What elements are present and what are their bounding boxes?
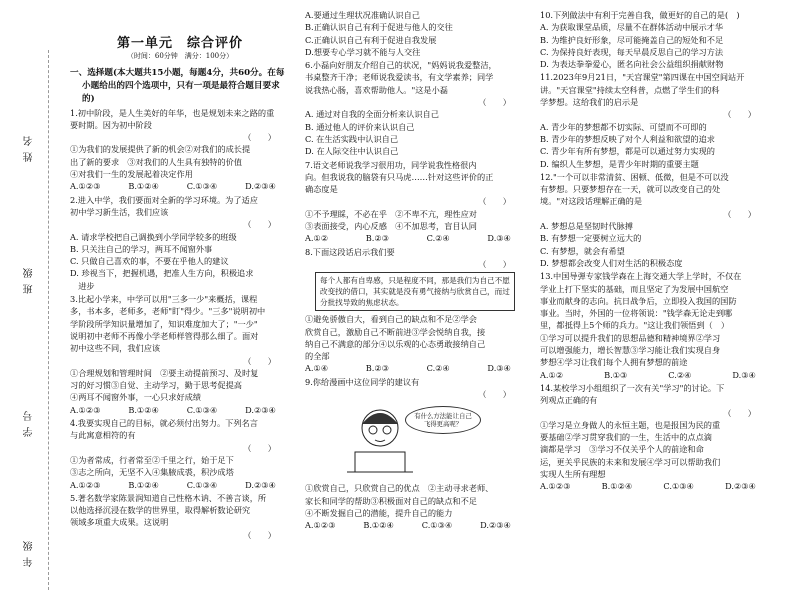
question-line: ①学习可以提升我们的思想品德和精神境界②学习 <box>540 332 721 343</box>
question-line: 可以增强能力，增长智慧③学习能让我们实现自身 <box>540 345 721 356</box>
question-line: A. 请求学校把自己调换到小学同学较多的班级 <box>70 231 237 242</box>
answer-blank: （ ） <box>478 258 511 269</box>
option: B.①②④ <box>128 404 159 415</box>
question-line: A. 为获取课堂品质，尽量不在群体活动中展示才华 <box>540 22 724 33</box>
question-line: 的全部 <box>305 351 330 362</box>
question-line: 纳自己不满意的部分④以乐观的心态勇敢接纳自己 <box>305 338 486 349</box>
side-line <box>48 50 49 590</box>
options-row <box>305 519 525 531</box>
question-line: B. 青少年的梦想反映了对个人利益和欲望的追求 <box>540 133 715 144</box>
question-line: 出了新的要求 ③对我们的人生具有独特的价值 <box>70 156 242 167</box>
question-line: A. 梦想总是坚韧时代脉搏 <box>540 221 633 232</box>
options-row <box>540 369 770 381</box>
question-line: 事业而献身的志向。抗日战争后，立即投入我国的国防 <box>540 295 737 306</box>
question-line: 13.中国导弹专家钱学森在上海交通大学上学时，不仅在 <box>540 271 742 282</box>
question-line: 列观点正确的有 <box>540 395 598 406</box>
answer-blank: （ ） <box>243 355 276 366</box>
question-line: D. 珍视当下，把握机遇，把准人生方向，积极追求 <box>70 268 254 279</box>
grade-label: 年级 <box>24 535 35 567</box>
answer-blank: （ ） <box>243 219 276 230</box>
option: A.①②③ <box>305 520 336 531</box>
question-line: 习的好习惯③自觉、主动学习，勤于思考促提高 <box>70 380 242 391</box>
question-line: 多，书本多，老师多，老师"盯"得少。"三多"说明初中 <box>70 306 266 317</box>
student-id-label: 学号 <box>24 405 35 437</box>
class-label: 班级 <box>24 262 35 294</box>
section-heading: 一、选择题(本大题共15小题，每题4分，共60分。在每小题给出的四个选项中，只有一项是最符合题目要求的) <box>70 67 285 104</box>
question-line: 境。"对这段话理解正确的是 <box>540 196 643 207</box>
question <box>540 382 770 493</box>
question-line: ①避免骄傲自大，看到自己的缺点和不足②学会 <box>305 314 477 325</box>
option: D.③④ <box>487 233 511 244</box>
question <box>540 171 770 269</box>
question-line: 1.初中阶段，是人生美好的年华，也是规划未来之路的重 <box>70 107 275 118</box>
question-line: 领域多项重大成果。这说明 <box>70 517 169 528</box>
option: C.①③④ <box>186 181 218 192</box>
question <box>305 376 525 532</box>
answer-blank: （ ） <box>723 109 756 120</box>
question <box>70 293 290 416</box>
option: D.②③④ <box>245 479 276 490</box>
question <box>305 159 525 245</box>
question-line: C. 只做自己喜欢的事，不要在乎他人的建议 <box>70 256 229 267</box>
option: B.①②④ <box>363 520 394 531</box>
question-line: 书桌整齐干净；老师说我爱读书，有文学素养；同学 <box>305 72 494 83</box>
question-line: 7.语文老师说我学习很用功，同学说我性格很内 <box>305 159 477 170</box>
option: A.①② <box>540 369 564 380</box>
question-line: 以他选择沉浸在数学的世界里，取得解析数论研究 <box>70 505 251 516</box>
question-line: 8.下面这段话启示我们要 <box>305 246 395 257</box>
question-line: 滴都是学习 ③学习不仅关乎个人的前途和命 <box>540 444 704 455</box>
option: C.①③④ <box>186 479 218 490</box>
answer-blank: （ ） <box>478 97 511 108</box>
option: A.①②③ <box>70 404 101 415</box>
option: C.②④ <box>426 233 450 244</box>
option: D.②③④ <box>245 181 276 192</box>
options-row <box>540 480 770 492</box>
question-line: C. 为保持良好表现，每天早晨反思自己的学习方法 <box>540 46 724 57</box>
question-line: 要基础②学习贯穿我们的一生，生活中的点点滴 <box>540 432 712 443</box>
question-line: ④不断发掘自己的潜能，提升自己的能力 <box>305 507 453 518</box>
options-row <box>305 362 525 374</box>
question <box>540 71 770 169</box>
question-line: ①合理规划和管理时间 ②要主动提前预习、及时复 <box>70 367 259 378</box>
question-line: ④对我们一生的发展起着决定作用 <box>70 169 193 180</box>
option: A.①② <box>305 233 329 244</box>
question-line: 4.我要实现自己的目标，就必须付出努力。下列名言 <box>70 418 258 429</box>
column-1 <box>70 8 290 541</box>
question-line: 梦想④学习让我们每个人拥有梦想的前途 <box>540 357 688 368</box>
question-line: 与此寓意相符的有 <box>70 430 136 441</box>
question-line: ①为者常成，行者常至②千里之行，始于足下 <box>70 454 234 465</box>
question-line: 里，都抵得上5个师的兵力。"这让我们领悟到（ ） <box>540 320 730 331</box>
answer-blank: （ ） <box>243 132 276 143</box>
question-line: 讲。"天宫课堂"持续太空科普，点燃了学生们的科 <box>540 84 720 95</box>
question-line: 11.2023年9月21日，"天宫课堂"第四课在中国空间站开 <box>540 72 745 83</box>
question-line: 说我热心肠，喜欢帮助他人。"这是小磊 <box>305 84 448 95</box>
speech-bubble: 有什么方法能让自己飞得更高呢？ <box>405 406 481 434</box>
question-line: 实现人生所有理想 <box>540 468 606 479</box>
question-line: 初中学习新生活，我们应该 <box>70 206 169 217</box>
option: D.③④ <box>487 363 511 374</box>
question-line: 有梦想。只要梦想存在一天，就可以改变自己的处 <box>540 184 721 195</box>
option: D.②③④ <box>480 520 511 531</box>
question-line: 学阶段所学知识量增加了，知识难度加大了；"一少" <box>70 318 258 329</box>
question-line: B. 为维护良好形象，尽可能掩盖自己的短处和不足 <box>540 34 724 45</box>
question-line: 2.进入中学，我们要面对全新的学习环境。为了适应 <box>70 194 258 205</box>
question-line: 10.下列做法中有利于完善自我，做更好的自己的是( ) <box>540 10 740 20</box>
question-line: A. 通过对自我的全面分析来认识自己 <box>305 109 439 120</box>
question-line: 5.著名数学家陈景润知道自己性格木讷、不善言谈，所 <box>70 492 267 503</box>
option: B.①②④ <box>601 481 633 492</box>
option: B.①②④ <box>128 181 159 192</box>
question-line: 家长和同学的帮助③积极面对自己的缺点和不足 <box>305 495 477 506</box>
page-title: 第一单元 综合评价 <box>116 36 243 51</box>
option: A.①④ <box>305 363 329 374</box>
question-line: D. 编织人生梦想，是青少年时期的重要主题 <box>540 158 699 169</box>
question-line: D. 梦想都会改变人们对生活的积极态度 <box>540 257 683 268</box>
option: B.①③ <box>604 369 628 380</box>
option: A.①②③ <box>70 479 101 490</box>
option: C.①③④ <box>663 481 694 492</box>
option: C.①③④ <box>186 404 218 415</box>
question-line: C. 青少年有所有梦想，都是可以通过努力实现的 <box>540 146 715 157</box>
name-label: 姓名 <box>24 130 35 162</box>
question-line: ①不予理睬，不必在乎 ②不卑不亢，理性应对 <box>305 208 477 219</box>
answer-blank: （ ） <box>478 196 511 207</box>
question-line: B. 通过他人的评价来认识自己 <box>305 121 415 132</box>
question-line: ①学习是立身做人的永恒主题，也是报国为民的重 <box>540 419 721 430</box>
question-line: ④两耳不闻窗外事，一心只求好成绩 <box>70 392 202 403</box>
question <box>540 270 770 381</box>
question-line: D. 为表达拳拳爱心，匿名向社会公益组织捐献财物 <box>540 59 724 70</box>
question-line: 进步 <box>70 280 95 291</box>
answer-blank: （ ） <box>723 407 756 418</box>
option: D.③④ <box>732 369 756 380</box>
options-row <box>70 180 290 192</box>
question-line: 确态度是 <box>305 184 338 195</box>
question-line: 9.你给漫画中这位同学的建议有 <box>305 376 420 387</box>
question <box>305 59 525 157</box>
question-line: 12."一个可以非常清贫、困顿、低微，但是不可以没 <box>540 171 729 182</box>
question <box>305 9 525 58</box>
option: C.②④ <box>668 369 692 380</box>
question-line: D.想要专心学习就不能与人交往 <box>305 46 421 57</box>
option: B.①②④ <box>128 479 159 490</box>
question-line: ①为我们的发展提供了新的机会②对我们的成长提 <box>70 144 251 155</box>
question-line: 要时期。因为初中阶段 <box>70 119 152 130</box>
question-line: B. 有梦想一定要树立远大的 <box>540 233 642 244</box>
quote-box: 每个人都有自卑感，只是程度不同，那是我们为自己不愿改变找的借口，其实就是没有勇气接纳与欣赏自己，而过分批找导致的焦虑状态。 <box>315 272 515 311</box>
answer-blank: （ ） <box>723 208 756 219</box>
question-line: A. 青少年的梦想都不切实际、可望而不可即的 <box>540 121 707 132</box>
question-line: C.正确认识自己有利于促进自我发展 <box>305 34 437 45</box>
question-line: 学业上打下坚实的基础，而且坚定了为发展中国航空 <box>540 283 729 294</box>
question-line: D. 在人际交往中认识自己 <box>305 146 399 157</box>
option: C.②④ <box>426 363 450 374</box>
option: A.①②③ <box>70 181 101 192</box>
question <box>70 417 290 491</box>
question <box>305 246 525 375</box>
answer-blank: （ ） <box>243 442 276 453</box>
question-line: ③表面接受，内心反感 ④不加思考，盲目认同 <box>305 221 477 232</box>
answer-blank: （ ） <box>243 529 276 540</box>
cartoon-illustration <box>345 402 472 480</box>
question-line: B. 只关注自己的学习，两耳不闻窗外事 <box>70 243 213 254</box>
question <box>70 107 290 193</box>
question-line: 运，更关乎民族的未来和发展④学习可以帮助我们 <box>540 456 721 467</box>
question-line: 6.小磊向好朋友介绍自己的状况，"妈妈说我爱整洁， <box>305 60 497 71</box>
option: D.②③④ <box>245 404 276 415</box>
answer-blank: （ ） <box>478 389 511 400</box>
option: C.①③④ <box>421 520 453 531</box>
question <box>540 9 770 70</box>
question-line: ③志之所向，无坚不入④集腋成裘，积沙成塔 <box>70 467 234 478</box>
question-line: 学梦想。这给我们的启示是 <box>540 97 639 108</box>
question-line: 初中这些不同，我们应该 <box>70 343 161 354</box>
question-line: 14.某校学习小组组织了一次有关"学习"的讨论。下 <box>540 382 725 393</box>
options-row <box>70 404 290 416</box>
question-line: ①欣赏自己，只欣赏自己的优点 ②主动寻求老师、 <box>305 483 494 494</box>
option: B.②③ <box>365 363 390 374</box>
column-2 <box>305 8 525 532</box>
question-line: B.正确认识自己有利于促进与他人的交往 <box>305 22 453 33</box>
question <box>70 492 290 541</box>
page-subtitle: （时间：60分钟 满分：100分） <box>126 52 234 61</box>
column-3 <box>540 8 770 493</box>
options-row <box>305 232 525 244</box>
question-line: 事业。当时，外国的一位将领说："钱学森无论走到哪 <box>540 308 733 319</box>
question-line: A.要通过生理状况准确认识自己 <box>305 10 420 20</box>
question-line: C. 在生活实践中认识自己 <box>305 133 399 144</box>
question <box>70 194 290 292</box>
question-line: 欣赏自己，激励自己不断前进③学会悦纳自我，接 <box>305 326 486 337</box>
option: A.①②③ <box>540 481 571 492</box>
question-line: 向。但我说我的脑袋有只马虎……针对这些评价的正 <box>305 171 494 182</box>
question-line: 说明初中老师不再像小学老师样管得那么细了。面对 <box>70 330 259 341</box>
option: B.②③ <box>365 233 390 244</box>
question-line: 3.比起小学来，中学可以用"三多一少"来概括，课程 <box>70 294 258 305</box>
options-row <box>70 479 290 491</box>
option: D.②③④ <box>725 481 756 492</box>
question-line: C. 有梦想，就会有希望 <box>540 245 625 256</box>
